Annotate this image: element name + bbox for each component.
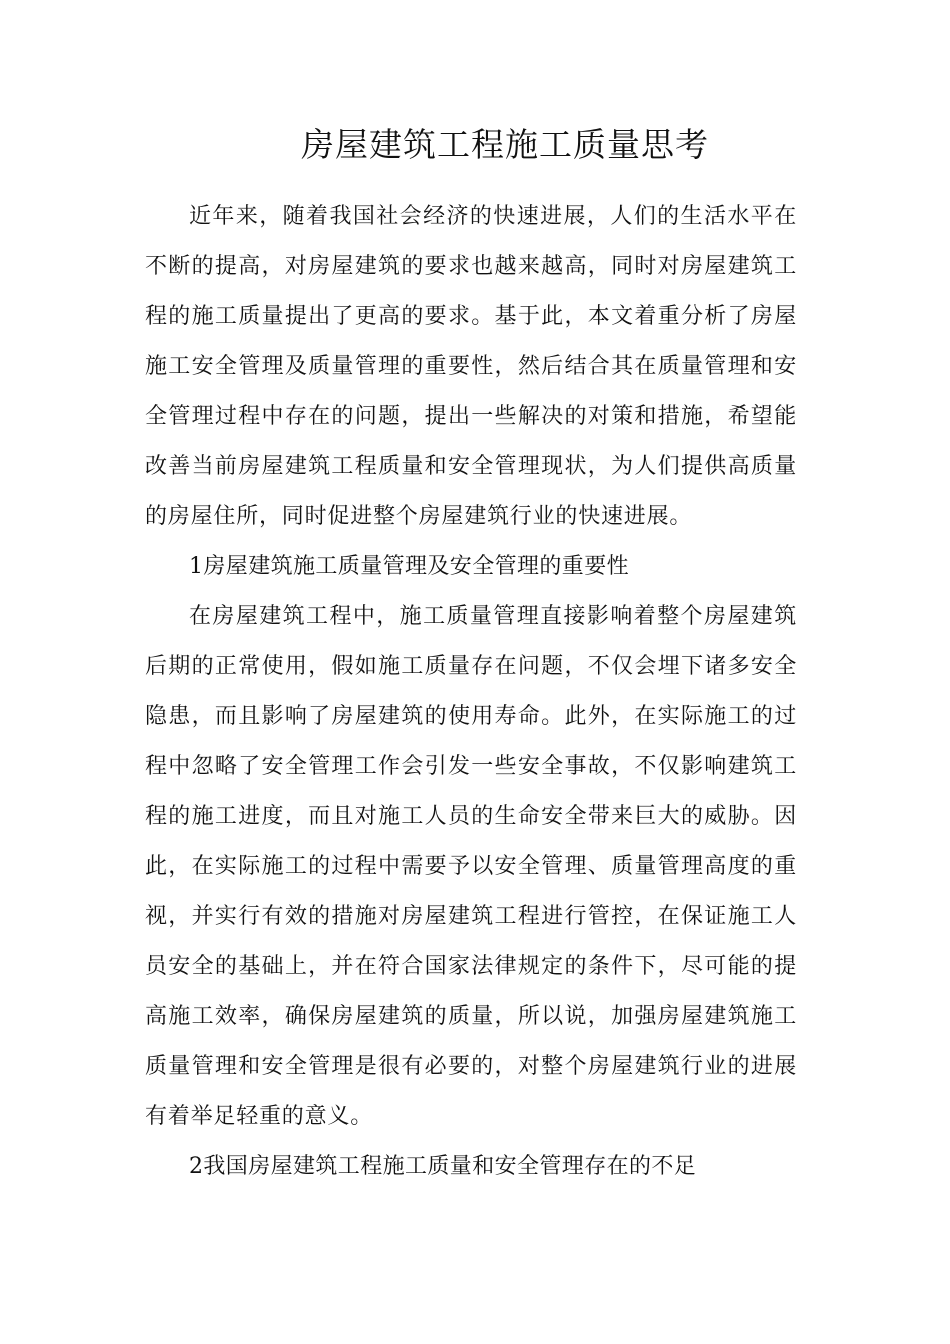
- document-title: 房屋建筑工程施工质量思考: [301, 125, 709, 164]
- section-heading-1: 1房屋建筑施工质量管理及安全管理的重要性: [189, 554, 629, 579]
- document-body: [145, 192, 797, 1192]
- section-1-paragraph: 在房屋建筑工程中，施工质量管理直接影响着整个房屋建筑后期的正常使用，假如施工质量存在问题，不仅会埋下诸多安全隐患，而且影响了房屋建筑的使用寿命。此外，在实际施工的过程中忽略了安全管理工作会引发一些安全事故，不仅影响建筑工程的施工进度，而且对施工人员的生命安全带来巨大的威胁。因此，在实际施工的过程中需要予以安全管理、质量管理高度的重视，并实行有效的措施对房屋建筑工程进行管控，在保证施工人员安全的基础上，并在符合国家法律规定的条件下，尽可能的提高施工效率，确保房屋建筑的质量，所以说，加强房屋建筑施工质量管理和安全管理是很有必要的，对整个房屋建筑行业的进展有着举足轻重的意义。: [145, 604, 797, 1129]
- intro-paragraph: 近年来，随着我国社会经济的快速进展，人们的生活水平在不断的提高，对房屋建筑的要求也越来越高，同时对房屋建筑工程的施工质量提出了更高的要求。基于此，本文着重分析了房屋施工安全管理及质量管理的重要性，然后结合其在质量管理和安全管理过程中存在的问题，提出一些解决的对策和措施，希望能改善当前房屋建筑工程质量和安全管理现状，为人们提供高质量的房屋住所，同时促进整个房屋建筑行业的快速进展。: [145, 204, 797, 529]
- section-heading-2: 2我国房屋建筑工程施工质量和安全管理存在的不足: [189, 1154, 697, 1179]
